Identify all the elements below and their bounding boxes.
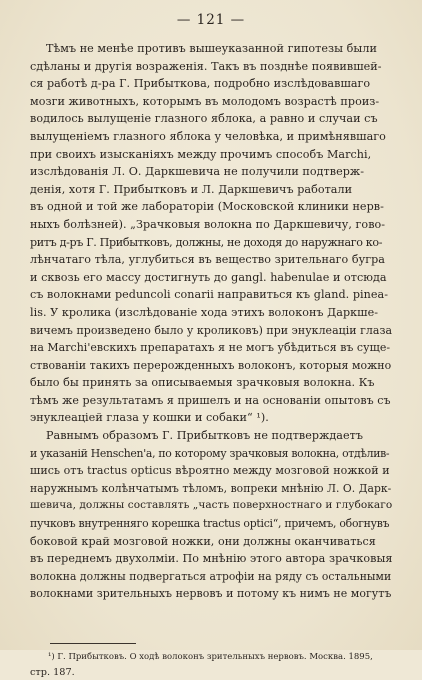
footnote-divider — [50, 643, 136, 644]
text-line: волокна должны подвергаться атрофіи на ряду съ остальными — [30, 569, 392, 583]
text-line: водилось вылущеніе глазного яблока, а равно и случаи съ — [30, 112, 378, 126]
text-line: изслѣдованія Л. О. Даркшевича не получили подтверж- — [30, 165, 365, 179]
text-line: Равнымъ образомъ Г. Прибытковъ не подтверждаетъ — [46, 429, 363, 443]
footnote — [30, 650, 392, 680]
text-line: шись отъ tractus opticus вѣроятно между мозговой ножкой и — [30, 464, 390, 478]
text-line: на Marchi'евскихъ препаратахъ я не могъ убѣдиться въ суще- — [30, 341, 391, 355]
text-line: мозги животныхъ, которымъ въ молодомъ возрастѣ произ- — [30, 94, 380, 108]
text-line: въ переднемъ двухолміи. По мнѣнію этого автора зрачковыя — [30, 552, 392, 566]
text-line: ствованіи такихъ перерожденныхъ волоконъ, которыя можно — [30, 358, 392, 372]
text-line: тѣмъ же результатамъ я пришелъ и на основаніи опытовъ съ — [30, 393, 391, 407]
text-line: съ волокнами peduncoli conarii направиться къ gland. pinea- — [30, 288, 389, 302]
text-line: денія, хотя Г. Прибытковъ и Л. Даркшевичъ работали — [30, 182, 353, 196]
text-line: пучковъ внутренняго корешка tractus optici“, причемъ, обогнувъ — [30, 517, 390, 531]
footnote-line: стр. 187. — [30, 667, 75, 678]
text-line: и указаній Henschen'a, по которому зрачковыя волокна, отдѣлив- — [30, 446, 390, 460]
text-line: волокнами зрительныхъ нервовъ и потому къ нимъ не могутъ — [30, 587, 392, 601]
text-line: боковой край мозговой ножки, они должны оканчиваться — [30, 534, 376, 548]
text-line: энуклеаціей глаза у кошки и собаки“ ¹). — [30, 411, 269, 425]
page-number: — 121 — — [176, 12, 246, 28]
text-line: сдѣланы и другія возраженія. Такъ въ позднѣе появившей- — [30, 59, 382, 73]
text-line: ся работѣ д-ра Г. Прибыткова, подробно изслѣдовавшаго — [30, 77, 371, 91]
text-line: Тѣмъ не менѣе противъ вышеуказанной гипотезы были — [46, 42, 377, 55]
text-line: lis. У кролика (изслѣдованіе хода этихъ волоконъ Даркше- — [30, 305, 379, 319]
text-line: и сквозь его массу достигнуть до gangl. habenulae и отсюда — [30, 270, 387, 284]
text-line: шевича, должны составлять „часть поверхностнаго и глубокаго — [30, 499, 392, 512]
text-line: вичемъ произведено было у кроликовъ) при энуклеаціи глаза — [30, 323, 392, 337]
footnote-line: ¹) Г. Прибытковъ. О ходѣ волоконъ зрительныхъ нервовъ. Москва. 1895, — [48, 652, 373, 662]
text-line: при своихъ изысканіяхъ между прочимъ способъ Marchi, — [30, 147, 372, 161]
text-line: вылущеніемъ глазного яблока у человѣка, и примѣнявшаго — [30, 129, 386, 143]
text-line: ритъ д-ръ Г. Прибытковъ, должны, не доходя до наружнаго ко- — [30, 235, 383, 249]
body-text — [30, 40, 392, 603]
text-line: ныхъ болѣзней). „Зрачковыя волокна по Даркшевичу, гово- — [30, 217, 386, 231]
text-line: было бы принять за описываемыя зрачковыя волокна. Къ — [30, 376, 375, 390]
text-line: въ одной и той же лабораторіи (Московской клиники нерв- — [30, 200, 384, 214]
text-line: наружнымъ колѣнчатымъ тѣломъ, вопреки мнѣнію Л. О. Дарк- — [30, 481, 392, 495]
text-line: лѣнчатаго тѣла, углубиться въ вещество зрительнаго бугра — [30, 253, 385, 267]
